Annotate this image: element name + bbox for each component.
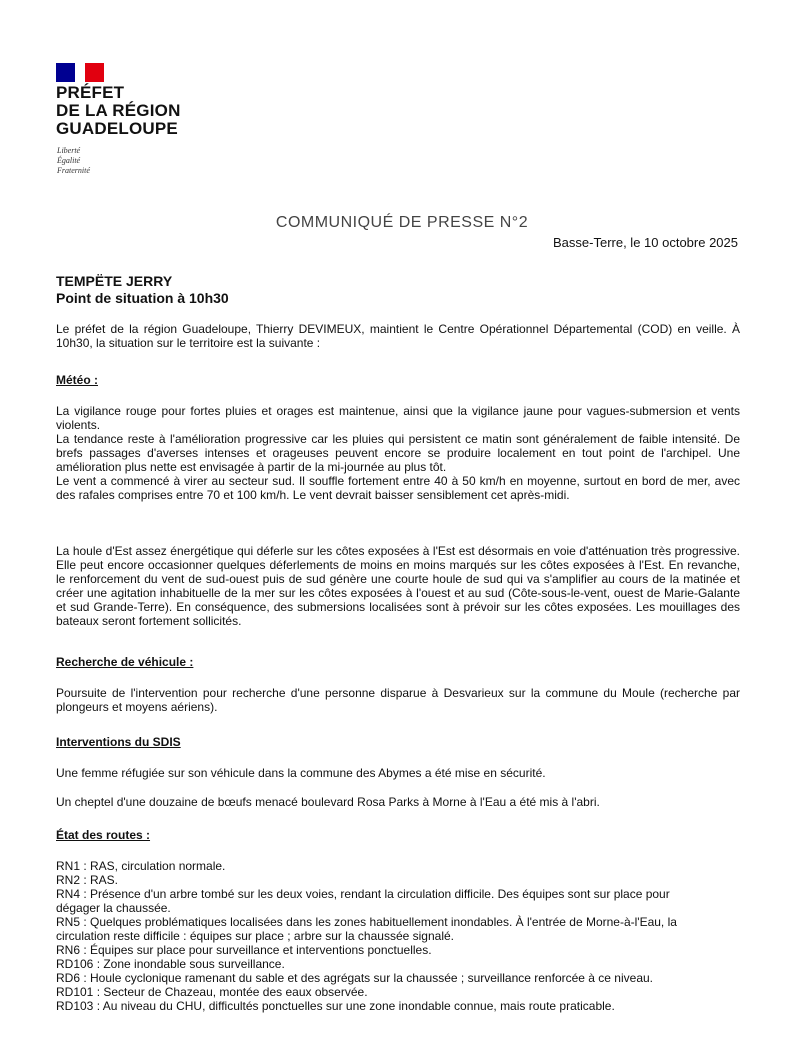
sdis-item: Un cheptel d'une douzaine de bœufs menacé boulevard Rosa Parks à Morne à l'Eau a été mis à l'abri. xyxy=(56,795,600,809)
section-heading-meteo: Météo : xyxy=(56,373,98,387)
title-main: TEMPËTE JERRY xyxy=(56,273,173,289)
meteo-paragraph-1 xyxy=(56,404,740,502)
section-heading-sdis: Interventions du SDIS xyxy=(56,735,181,749)
logo-line: PRÉFET xyxy=(56,83,125,102)
motto xyxy=(57,146,90,176)
route-item: RD106 : Zone inondable sous surveillance. xyxy=(56,957,285,971)
press-release-title: COMMUNIQUÉ DE PRESSE N°2 xyxy=(275,214,529,231)
sdis-item: Une femme réfugiée sur son véhicule dans la commune des Abymes a été mise en sécurité. xyxy=(56,766,546,780)
meteo-line: La tendance reste à l'amélioration progressive car les pluies qui persistent ce matin sont généralement de faible intensité. De brefs passages d'averses intenses et orageuses peuvent encore se produire localement en tout point de l'archipel. Une amélioration plus nette est envisagée à partir de la mi-journée au plus tôt. xyxy=(56,432,740,474)
route-item: RD6 : Houle cyclonique ramenant du sable et des agrégats sur la chaussée ; surveillance renforcée à ce niveau. xyxy=(56,971,654,985)
motto-line: Liberté xyxy=(57,146,81,155)
logo-line: GUADELOUPE xyxy=(56,119,178,138)
route-item: RN1 : RAS, circulation normale. xyxy=(56,859,226,873)
route-item: RD103 : Au niveau du CHU, difficultés ponctuelles sur une zone inondable connue, mais route praticable. xyxy=(56,999,615,1013)
meteo-line: La vigilance rouge pour fortes pluies et orages est maintenue, ainsi que la vigilance jaune pour vagues-submersion et vents violents. xyxy=(56,404,740,432)
republic-flag-logo xyxy=(56,63,104,82)
routes-list xyxy=(56,859,716,1013)
meteo-line: Le vent a commencé à virer au secteur sud. Il souffle fortement entre 40 à 50 km/h en moyenne, surtout en bord de mer, avec des rafales comprises entre 70 et 100 km/h. Le vent devrait baisser sensiblement cet après-midi. xyxy=(56,474,740,502)
document-title xyxy=(56,273,229,307)
motto-line: Égalité xyxy=(57,156,81,165)
intro-paragraph: Le préfet de la région Guadeloupe, Thierry DEVIMEUX, maintient le Centre Opérationnel Départemental (COD) en veille. À 10h30, la situation sur le territoire est la suivante : xyxy=(56,322,740,350)
place-date: Basse-Terre, le 10 octobre 2025 xyxy=(553,235,738,250)
meteo-paragraph-2: La houle d'Est assez énergétique qui déferle sur les côtes exposées à l'Est est désormais en voie d'atténuation très progressive. Elle peut encore occasionner quelques déferlements de moins en moins marqués sur les côtes exposées à l'Est. En revanche, le renforcement du vent de sud-ouest puis de sud génère une courte houle de sud qui va s'amplifier au cours de la matinée et créer une agitation inhabituelle de la mer sur les côtes exposées à l'ouest et au sud (Côte-sous-le-vent, ouest de Marie-Galante et sud Grande-Terre). En conséquence, des submersions localisées sont à prévoir sur les côtes exposées. Les mouillages des bateaux seront fortement sollicités. xyxy=(56,544,740,628)
route-item: RN5 : Quelques problématiques localisées dans les zones habituellement inondables. À l'entrée de Morne-à-l'Eau, la circulation reste difficile : équipes sur place ; arbre sur la chaussée signalé. xyxy=(56,915,677,943)
route-item: RD101 : Secteur de Chazeau, montée des eaux observée. xyxy=(56,985,368,999)
route-item: RN4 : Présence d'un arbre tombé sur les deux voies, rendant la circulation difficile. Des équipes sont sur place pour dégager la chaussée. xyxy=(56,887,670,915)
route-item: RN6 : Équipes sur place pour surveillance et interventions ponctuelles. xyxy=(56,943,432,957)
section-heading-routes: État des routes : xyxy=(56,828,151,842)
title-sub: Point de situation à 10h30 xyxy=(56,290,229,306)
section-heading-recherche: Recherche de véhicule : xyxy=(56,655,194,669)
prefecture-logo-text xyxy=(56,84,181,138)
recherche-paragraph: Poursuite de l'intervention pour recherche d'une personne disparue à Desvarieux sur la commune du Moule (recherche par plongeurs et moyens aériens). xyxy=(56,686,740,714)
logo-line: DE LA RÉGION xyxy=(56,101,181,120)
motto-line: Fraternité xyxy=(57,166,90,175)
route-item: RN2 : RAS. xyxy=(56,873,119,887)
